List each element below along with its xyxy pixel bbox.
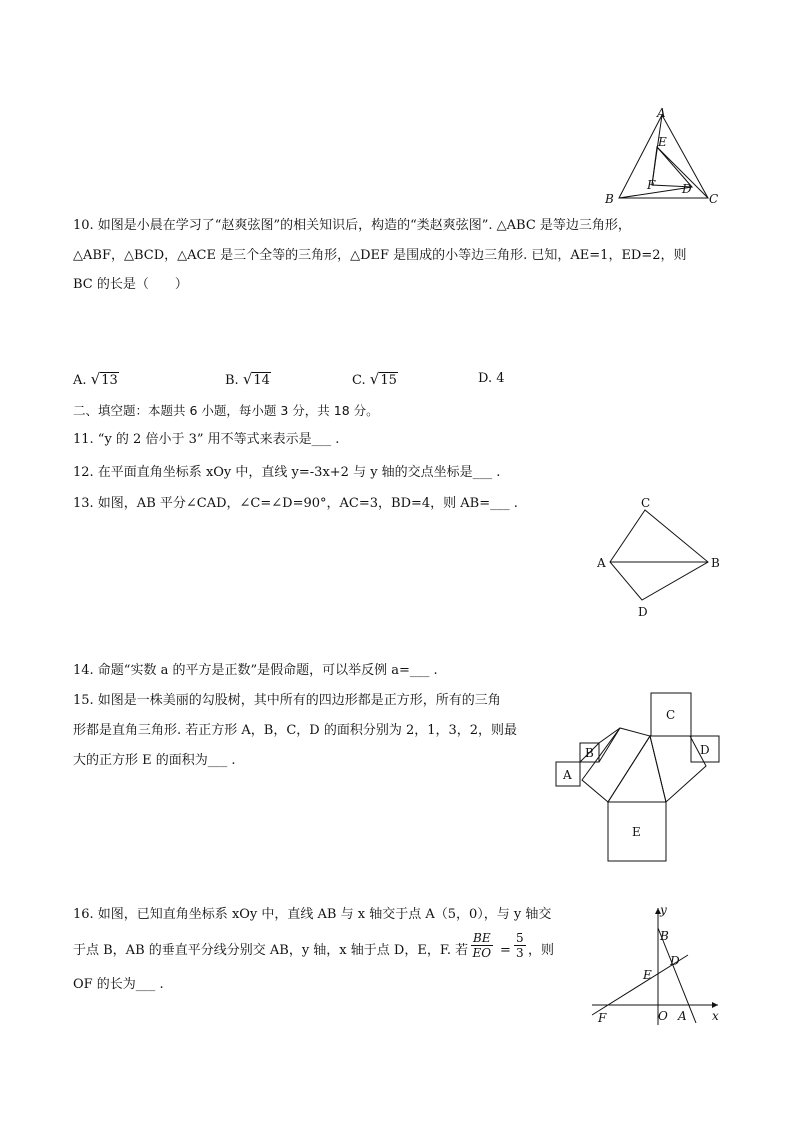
- q10-option-d: D. 4: [478, 371, 505, 386]
- q15-label-E: E: [632, 825, 641, 839]
- q10-option-b-label: B.: [225, 373, 239, 388]
- q15-line2: 形都是直角三角形. 若正方形 A，B，C，D 的面积分别为 2，1，3，2，则最: [73, 723, 518, 738]
- q10-option-c: [352, 370, 398, 390]
- q10-line2: △ABF，△BCD，△ACE 是三个全等的三角形，△DEF 是围成的小等边三角形. 已知，AE=1，ED=2，则: [73, 248, 687, 263]
- q13-label-D: D: [638, 605, 648, 619]
- q14-text: 14. 命题“实数 a 的平方是正数”是假命题，可以举反例 a=___ .: [73, 663, 438, 678]
- q10-option-b-value: 14: [253, 373, 270, 388]
- q16-fraction-be-eo: [471, 931, 493, 960]
- q10-label-A: A: [657, 106, 666, 120]
- q10-option-a-value: 13: [101, 373, 118, 388]
- q10-figure: [595, 105, 725, 210]
- q10-option-c-label: C.: [352, 373, 366, 388]
- q16-frac2-num: 5: [516, 931, 524, 945]
- sqrt-symbol: √14: [242, 370, 270, 388]
- q16-label-O: O: [658, 1009, 668, 1023]
- q15-label-B: B: [585, 746, 594, 760]
- q10-label-E: E: [658, 135, 667, 149]
- q16-frac-den: EO: [472, 946, 492, 960]
- q13-label-C: C: [641, 496, 651, 510]
- q16-line2b: ，则: [528, 943, 555, 958]
- q10-label-B: B: [605, 192, 614, 206]
- q16-frac-num: BE: [473, 931, 491, 945]
- q11-text: 11. “y 的 2 倍小于 3” 用不等式来表示是___ .: [73, 432, 340, 447]
- q16-line2a: 于点 B，AB 的垂直平分线分别交 AB，y 轴，x 轴于点 D，E，F. 若: [73, 943, 469, 958]
- q10-label-F: F: [647, 178, 656, 192]
- q16-label-B: B: [660, 929, 669, 943]
- q10-option-b: [225, 370, 271, 390]
- q10-label-C: C: [709, 192, 719, 206]
- q13-figure: [590, 492, 730, 622]
- sqrt-symbol: √15: [369, 370, 397, 388]
- q10-option-c-value: 15: [380, 373, 397, 388]
- q10-option-a: [73, 370, 119, 390]
- q15-label-D: D: [700, 743, 710, 757]
- q16-eq: =: [500, 943, 511, 958]
- q10-label-D: D: [682, 182, 692, 196]
- q15-label-A: A: [563, 768, 572, 782]
- q15-figure: [550, 688, 725, 866]
- q16-label-D: D: [670, 954, 680, 968]
- q16-label-F: F: [598, 1011, 607, 1025]
- q13-label-B: B: [711, 556, 720, 570]
- q10-option-a-label: A.: [73, 373, 87, 388]
- q15-line3: 大的正方形 E 的面积为___ .: [73, 753, 236, 768]
- q10-line3: BC 的长是（ ）: [73, 277, 188, 292]
- q16-fraction-5-3: [514, 931, 526, 960]
- q16-frac2-den: 3: [516, 946, 524, 960]
- section-heading: 二、填空题：本题共 6 小题，每小题 3 分，共 18 分。: [73, 403, 379, 418]
- q16-line3: OF 的长为___ .: [73, 977, 164, 992]
- q13-text: 13. 如图，AB 平分∠CAD，∠C=∠D=90°，AC=3，BD=4，则 AB=___ .: [73, 496, 518, 511]
- q16-label-E: E: [643, 968, 652, 982]
- q12-text: 12. 在平面直角坐标系 xOy 中，直线 y=-3x+2 与 y 轴的交点坐标是___ .: [73, 465, 501, 480]
- q15-line1: 15. 如图是一株美丽的勾股树，其中所有的四边形都是正方形，所有的三角: [73, 693, 501, 708]
- q10-line1: 10. 如图是小晨在学习了“赵爽弦图”的相关知识后，构造的“类赵爽弦图”. △ABC 是等边三角形，: [73, 218, 631, 233]
- q16-label-A: A: [678, 1009, 687, 1023]
- q16-label-x: x: [712, 1009, 719, 1023]
- q16-line1: 16. 如图，已知直角坐标系 xOy 中，直线 AB 与 x 轴交于点 A（5，0），与 y 轴交: [73, 907, 552, 922]
- q16-figure: [588, 900, 728, 1030]
- q15-label-C: C: [666, 708, 676, 722]
- q16-label-y: y: [660, 903, 667, 917]
- sqrt-symbol: √13: [90, 370, 118, 388]
- q13-label-A: A: [597, 556, 606, 570]
